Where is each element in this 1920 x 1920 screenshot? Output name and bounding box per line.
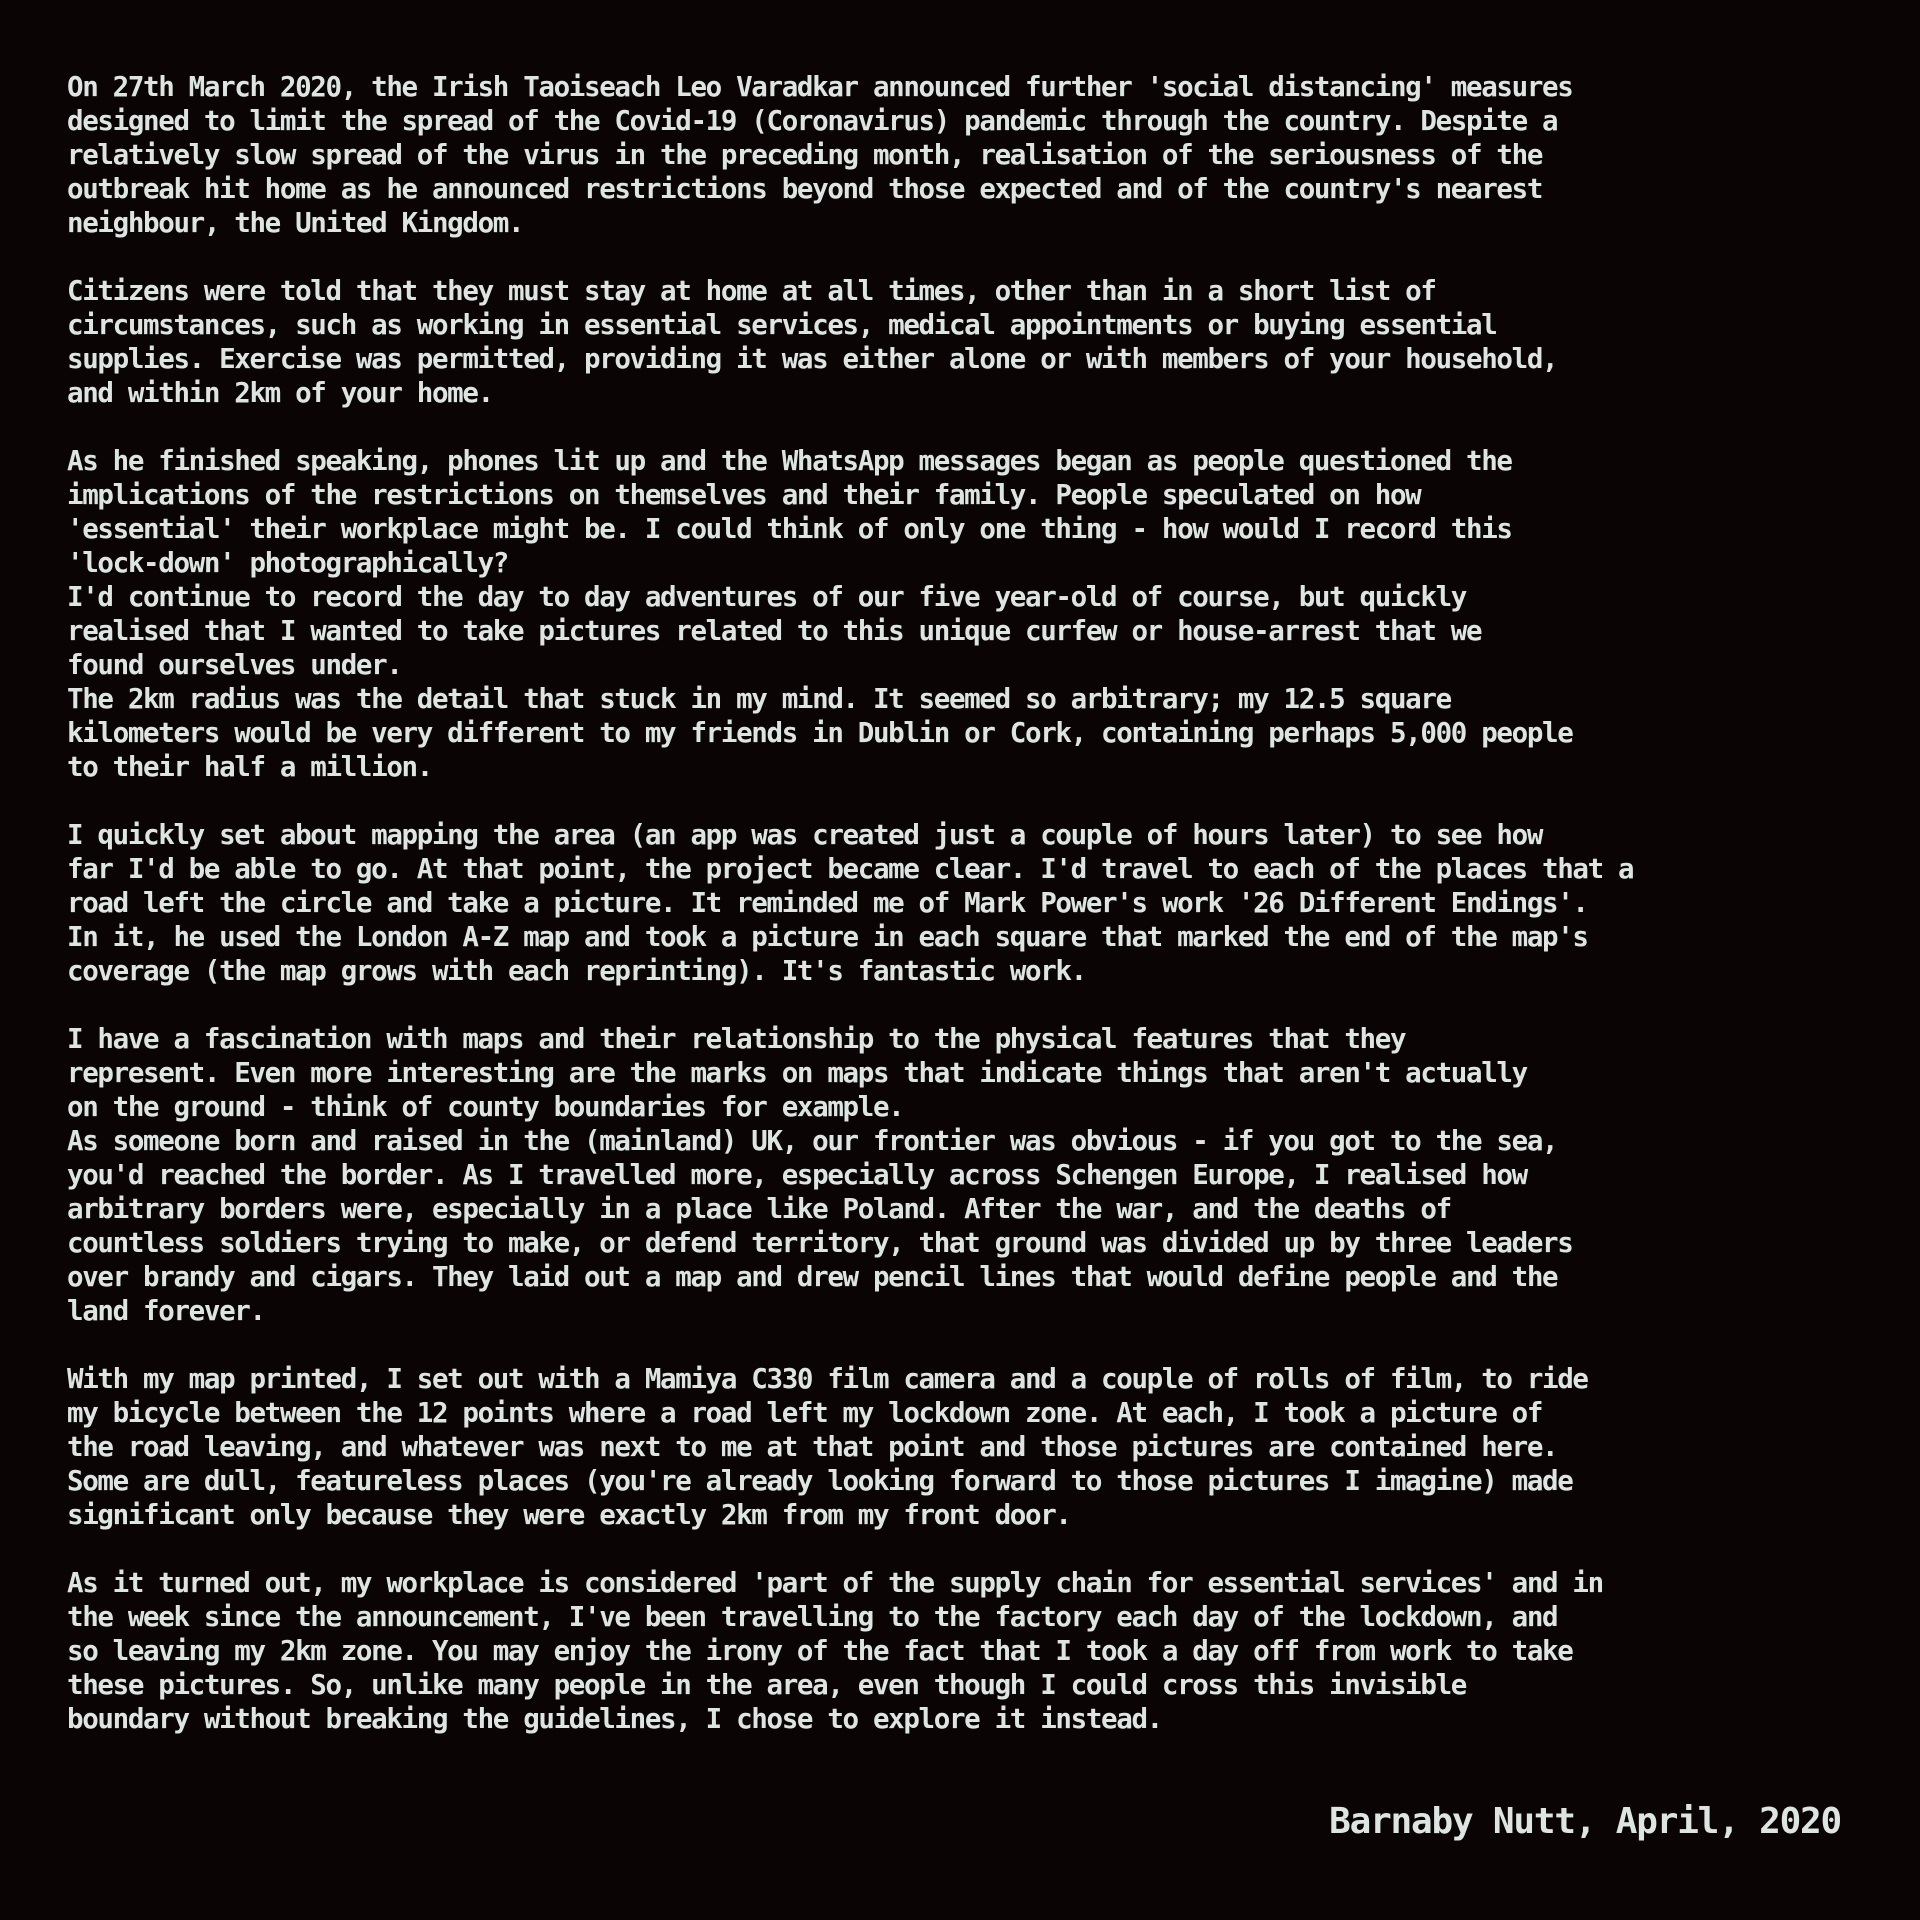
text-line: significant only because they were exactly 2km from my front door.: [67, 1499, 1071, 1531]
text-line: Citizens were told that they must stay at home at all times, other than in a short list of: [67, 275, 1436, 307]
text-line: arbitrary borders were, especially in a place like Poland. After the war, and the deaths of: [67, 1193, 1451, 1225]
text-line: road left the circle and take a picture. It reminded me of Mark Power's work '26 Different Endings'.: [67, 887, 1588, 919]
paragraph: [67, 1566, 1857, 1736]
text-line: As someone born and raised in the (mainland) UK, our frontier was obvious - if you got to the sea,: [67, 1125, 1558, 1157]
text-line: kilometers would be very different to my friends in Dublin or Cork, containing perhaps 5,000 people: [67, 717, 1573, 749]
text-line: to their half a million.: [67, 751, 432, 783]
text-line: I'd continue to record the day to day adventures of our five year-old of course, but quickly: [67, 581, 1466, 613]
text-line: outbreak hit home as he announced restrictions beyond those expected and of the country's nearest: [67, 173, 1543, 205]
text-line: implications of the restrictions on themselves and their family. People speculated on how: [67, 479, 1421, 511]
paragraph: [67, 1022, 1857, 1328]
text-line: As it turned out, my workplace is considered 'part of the supply chain for essential services' and in: [67, 1567, 1603, 1599]
text-line: my bicycle between the 12 points where a road left my lockdown zone. At each, I took a picture of: [67, 1397, 1543, 1429]
text-line: I quickly set about mapping the area (an app was created just a couple of hours later) to see how: [67, 819, 1543, 851]
text-line: found ourselves under.: [67, 649, 402, 681]
text-line: supplies. Exercise was permitted, providing it was either alone or with members of your household,: [67, 343, 1558, 375]
text-line: The 2km radius was the detail that stuck in my mind. It seemed so arbitrary; my 12.5 square: [67, 683, 1451, 715]
text-line: relatively slow spread of the virus in the preceding month, realisation of the seriousness of the: [67, 139, 1543, 171]
text-line: far I'd be able to go. At that point, the project became clear. I'd travel to each of the places that a: [67, 853, 1634, 885]
text-line: you'd reached the border. As I travelled more, especially across Schengen Europe, I realised how: [67, 1159, 1527, 1191]
essay-body: [67, 70, 1857, 1770]
text-line: As he finished speaking, phones lit up and the WhatsApp messages began as people questioned the: [67, 445, 1512, 477]
paragraph: [67, 1362, 1857, 1532]
text-line: Some are dull, featureless places (you're already looking forward to those pictures I imagine) made: [67, 1465, 1573, 1497]
paragraph: [67, 444, 1857, 784]
text-line: designed to limit the spread of the Covid-19 (Coronavirus) pandemic through the country. Despite a: [67, 105, 1558, 137]
text-line: represent. Even more interesting are the marks on maps that indicate things that aren't actually: [67, 1057, 1527, 1089]
text-line: and within 2km of your home.: [67, 377, 493, 409]
paragraph: [67, 274, 1857, 410]
text-line: on the ground - think of county boundaries for example.: [67, 1091, 904, 1123]
text-line: so leaving my 2km zone. You may enjoy the irony of the fact that I took a day off from work to take: [67, 1635, 1573, 1667]
text-line: With my map printed, I set out with a Mamiya C330 film camera and a couple of rolls of film, to ride: [67, 1363, 1588, 1395]
text-line: the road leaving, and whatever was next to me at that point and those pictures are contained here.: [67, 1431, 1558, 1463]
paragraph: [67, 70, 1857, 240]
text-line: I have a fascination with maps and their relationship to the physical features that they: [67, 1023, 1406, 1055]
text-line: neighbour, the United Kingdom.: [67, 207, 524, 239]
text-line: coverage (the map grows with each reprinting). It's fantastic work.: [67, 955, 1086, 987]
text-line: these pictures. So, unlike many people in the area, even though I could cross this invisible: [67, 1669, 1466, 1701]
text-line: boundary without breaking the guidelines, I chose to explore it instead.: [67, 1703, 1162, 1735]
text-line: countless soldiers trying to make, or defend territory, that ground was divided up by three leaders: [67, 1227, 1573, 1259]
text-line: 'lock-down' photographically?: [67, 547, 508, 579]
text-line: over brandy and cigars. They laid out a map and drew pencil lines that would define people and the: [67, 1261, 1558, 1293]
text-line: realised that I wanted to take pictures related to this unique curfew or house-arrest that we: [67, 615, 1482, 647]
signature: Barnaby Nutt, April, 2020: [1329, 1801, 1841, 1842]
text-line: In it, he used the London A-Z map and took a picture in each square that marked the end of the map's: [67, 921, 1588, 953]
text-line: 'essential' their workplace might be. I could think of only one thing - how would I record this: [67, 513, 1512, 545]
text-line: the week since the announcement, I've been travelling to the factory each day of the lockdown, and: [67, 1601, 1558, 1633]
text-line: circumstances, such as working in essential services, medical appointments or buying essential: [67, 309, 1497, 341]
paragraph: [67, 818, 1857, 988]
text-line: On 27th March 2020, the Irish Taoiseach Leo Varadkar announced further 'social distancing' measures: [67, 71, 1573, 103]
text-line: land forever.: [67, 1295, 265, 1327]
